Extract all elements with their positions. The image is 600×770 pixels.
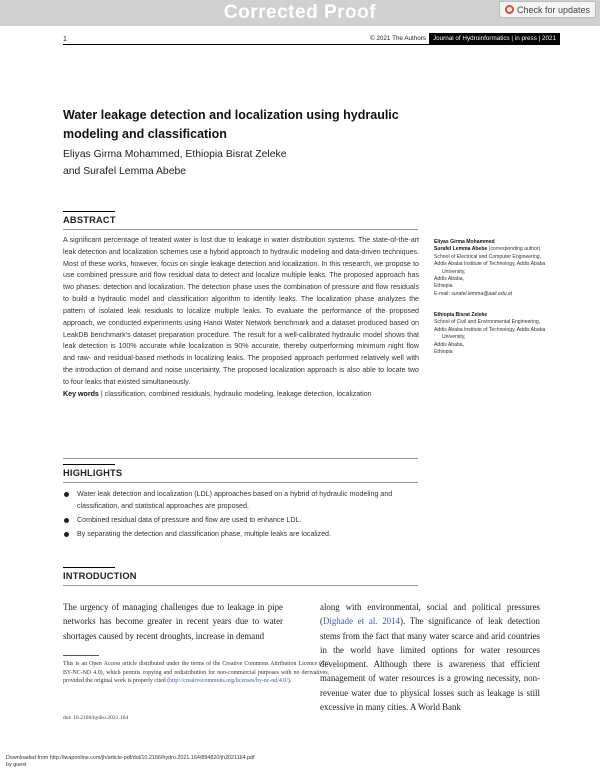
keywords	[63, 389, 419, 401]
refresh-icon	[505, 5, 514, 14]
banner-title: Corrected Proof	[223, 2, 377, 23]
abstract-rule	[63, 229, 418, 230]
bullet-icon	[64, 492, 69, 497]
affil-author-name-2: Surafel Lemma Abebe	[434, 246, 488, 253]
keywords-list: | classification, combined residuals, hydraulic modeling, leakage detection, localization	[100, 389, 372, 398]
affil-line: Ethiopia	[434, 349, 453, 356]
article-title: Water leakage detection and localization using hydraulic modeling and classification	[63, 108, 399, 141]
author-line-1: Eliyas Girma Mohammed, Ethiopia Bisrat Zeleke	[63, 149, 287, 160]
intro-left-column: The urgency of managing challenges due to leakage in pipe networks has become greater in recent years due to water shortages caused by recent droughts, increase in demand	[63, 602, 283, 641]
bullet-icon	[64, 532, 69, 537]
abstract-text: A significant percentage of treated water is lost due to leakage in water distribution systems. The state-of-the-art leak detection and localization schemes use a hybrid approach to hydraulic modeling and data-driven techniques. Most of these works, however, focus on single leakage detection and localization. In this research, we propose to use combined pressure and flow residual data to detect and localize multiple leaks. The proposed approach has two phases: detection and localization. The detection phase uses the combination of pressure and flow residuals to build a hydraulic model and classification algorithm to identify leaks. The localization phase analyzes the pattern of isolated leak residuals to localize multiple leaks. To evaluate the performance of the proposed approach, we conducted experiments using Hanoi Water Network benchmark and a dataset produced based on LeakDB benchmark's dataset preparation procedure. The result for a well-calibrated hydraulic model shows that leak detection is 100% accurate while localization is 90% accurate, thereby outperforming minimum night flow and raw- and residual-based methods in localizing leaks. The proposed approach performed relatively well with the introduction of demand and noise uncertainty. The proposed localization approach is also able to locate two to four leaks that existed simultaneously.	[63, 236, 419, 386]
affil-line: Addis Ababa,	[434, 276, 465, 283]
keywords-label: Key words	[63, 389, 99, 398]
highlight-text: By separating the detection and classification phase, multiple leaks are localized.	[77, 529, 331, 538]
email-link[interactable]: surafel.lemma@aait.edu.et	[451, 290, 513, 297]
affil-line: School of Electrical and Computer Engineering,	[434, 253, 542, 260]
license-text: This is an Open Access article distributed under the terms of the Creative Commons Attribution Licence (CC BY-NC-ND 4.0), which permits copying and redistribution for non-commercial purposes with no derivatives, provided the original work is properly cited (	[63, 661, 329, 684]
introduction-rule	[63, 585, 418, 586]
highlights-top-rule	[63, 458, 418, 459]
corrected-proof-banner	[0, 0, 600, 26]
affil-line: Addis Ababa,	[434, 341, 465, 348]
highlight-text: Water leak detection and localization (LDL) approaches based on a hybrid of hydraulic modeling and classification, and statistical approaches are proposed.	[77, 490, 393, 510]
affil-line: Addis Ababa Institute of Technology, Addis Ababa	[434, 326, 546, 333]
download-line-2: by guest	[6, 761, 27, 768]
copyright: © 2021 The Authors	[370, 35, 427, 42]
email-label: E-mail:	[434, 290, 452, 297]
affiliation-1	[434, 239, 560, 298]
list-item	[63, 489, 419, 513]
footnote-rule	[63, 655, 99, 656]
abstract-body	[63, 235, 419, 401]
intro-text: ). The significance of leak detection stems from the fact that many water scarce and arid countries in the world have limited options for water resources development. Although there is awareness that efficient management of water resources is a growing necessity, non-revenue water due to physical losses such as leakage is still excessive in many cities. A World Bank	[320, 616, 540, 713]
intro-text: along with environmental, social and political pressures (	[320, 602, 540, 627]
header-rule	[63, 44, 560, 45]
citation-link[interactable]: Dighade et al. 2014	[322, 616, 400, 627]
affil-author-name: Ethiopia Bisrat Zeleke	[434, 312, 488, 318]
highlights-heading: HIGHLIGHTS	[63, 468, 123, 478]
affil-line: School of Civil and Environmental Engineering,	[434, 319, 541, 326]
highlight-text: Combined residual data of pressure and flow are used to enhance LDL.	[77, 515, 302, 524]
abstract-heading: ABSTRACT	[63, 215, 116, 225]
intro-right-column	[320, 600, 540, 714]
affil-line: University,	[442, 268, 466, 275]
highlights-rule	[63, 482, 418, 483]
journal-name: Journal of Hydroinformatics | in press | 2021	[429, 33, 560, 44]
affil-role: (corresponding author)	[487, 246, 541, 253]
affil-author-name: Eliyas Girma Mohammed	[434, 239, 495, 245]
bullet-icon	[64, 518, 69, 523]
affil-line: University,	[442, 334, 466, 341]
highlights-list	[63, 489, 419, 543]
download-notice	[6, 755, 255, 769]
list-item	[63, 515, 419, 527]
affil-line: Ethiopia	[434, 283, 453, 290]
doi: doi: 10.2166/hydro.2021.164	[63, 715, 129, 721]
affil-line: Addis Ababa Institute of Technology, Addis Ababa	[434, 261, 546, 268]
list-item	[63, 529, 419, 541]
page-number: 1	[63, 36, 67, 43]
author-list	[63, 146, 323, 180]
check-for-updates-button[interactable]	[499, 1, 596, 18]
license-link[interactable]: http://creativecommons.org/licenses/by-nc-nd/4.0/	[169, 678, 288, 684]
affiliation-2	[434, 312, 560, 356]
introduction-heading: INTRODUCTION	[63, 571, 137, 581]
license-text-end: ).	[287, 678, 292, 684]
license-footnote	[63, 660, 329, 686]
check-for-updates-label: Check for updates	[516, 4, 590, 15]
download-line-1: Downloaded from http://iwaponline.com/jh/article-pdf/doi/10.2166/hydro.2021.164/894820/jh2021164.pdf	[6, 755, 255, 761]
author-line-2: and Surafel Lemma Abebe	[63, 166, 187, 177]
running-header	[370, 33, 560, 44]
